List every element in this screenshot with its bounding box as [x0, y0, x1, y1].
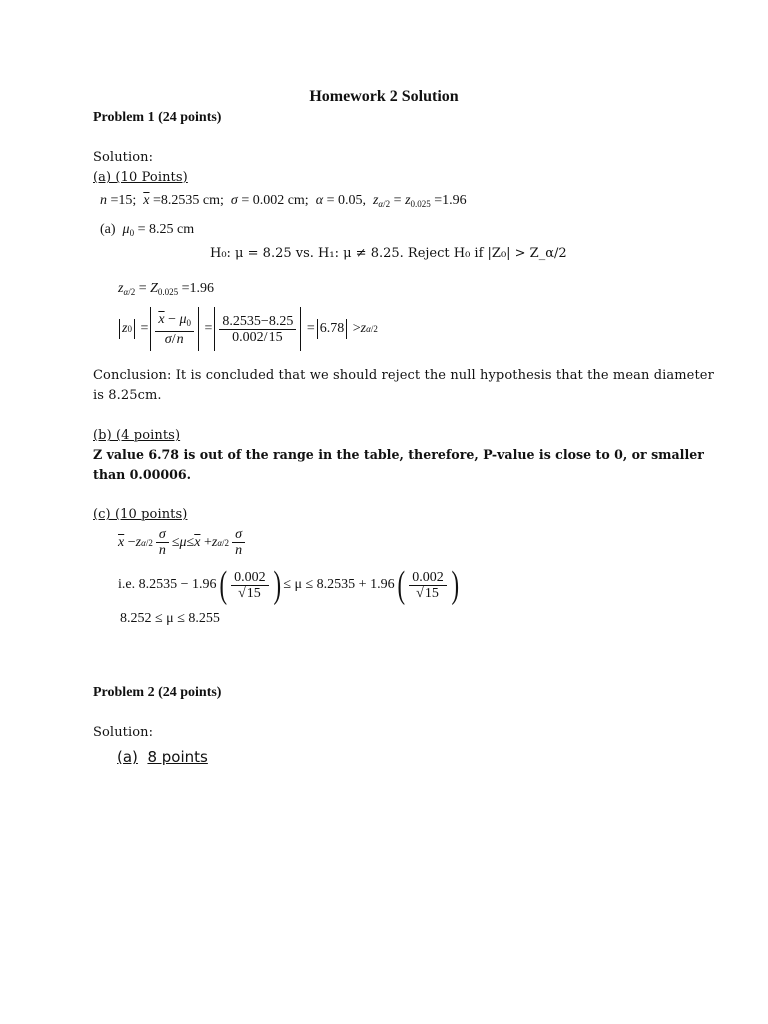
- z-statistic-formula: z 0 = $\frac{\overline{x} - \mu_0}{\sigma/n}$ = $\frac{8.2535-8.25}{0.002/15}$ = 6.78 > z α/2: [117, 307, 378, 351]
- problem2-part-a: [117, 748, 208, 766]
- part-b-label: (b) (4 points): [93, 428, 181, 443]
- mu-null-line: (a) $\mu_0 = 8.25$ cm: [100, 222, 195, 238]
- problem2-heading: Problem 2 (24 points): [93, 685, 222, 700]
- ci-sigma-right: 0.002: [409, 570, 447, 586]
- ci-sigma-left: 0.002: [231, 570, 269, 586]
- part-b-text-line-1: Z value 6.78 is out of the range in the table, therefore, P-value is close to 0, or smaller: [93, 447, 704, 462]
- problem1-heading: Problem 1 (24 points): [93, 110, 222, 125]
- z-stat-result: 6.78: [319, 321, 345, 336]
- problem2-part-a-num: (a): [117, 748, 138, 766]
- part-a-label: (a) (10 Points): [93, 170, 188, 185]
- part-c-label: (c) (10 points): [93, 507, 188, 522]
- ci-mid-text: ≤ μ ≤ 8.2535 + 1.96: [283, 577, 395, 592]
- z-critical-line: $z_{\alpha/2} = Z_{0.025} =1.96$: [118, 281, 215, 297]
- hypothesis-line: H₀: μ = 8.25 vs. H₁: μ ≠ 8.25. Reject H₀ if |Z₀| > Z_α/2: [210, 246, 567, 261]
- ci-n-right: 15: [424, 585, 439, 601]
- conclusion-line-2: is 8.25cm.: [93, 388, 162, 403]
- problem1-solution-label: Solution:: [93, 150, 154, 165]
- ci-left-text: i.e. 8.2535 − 1.96: [118, 577, 217, 592]
- conclusion-line-1: Conclusion: It is concluded that we should reject the null hypothesis that the mean diameter: [93, 368, 714, 383]
- page-title: Homework 2 Solution: [309, 88, 459, 105]
- ci-final-interval: 8.252 ≤ μ ≤ 8.255: [120, 611, 220, 626]
- problem2-solution-label: Solution:: [93, 725, 154, 740]
- problem2-part-a-text: 8 points: [147, 748, 208, 766]
- ci-substituted: i.e. 8.2535 − 1.96 ( $\frac{0.002}{√15}$ ) ≤ μ ≤ 8.2535 + 1.96 ( $\frac{0.002}{√15}$ ): [118, 564, 459, 606]
- ci-formula: $\overline{x}$ − z α/2 $\frac{\sigma}{n}$ ≤ μ ≤ $\overline{x}$ + z α/2 $\frac{\sigma}{n}$: [118, 527, 248, 558]
- ci-n-left: 15: [246, 585, 261, 601]
- given-values-line: n =15; $\overline{x} =8.2535$ cm; σ = 0.002 cm; α = 0.05, $z_{\alpha/2} = z_{0.025} =1.96$: [100, 193, 467, 209]
- part-b-text-line-2: than 0.00006.: [93, 467, 192, 482]
